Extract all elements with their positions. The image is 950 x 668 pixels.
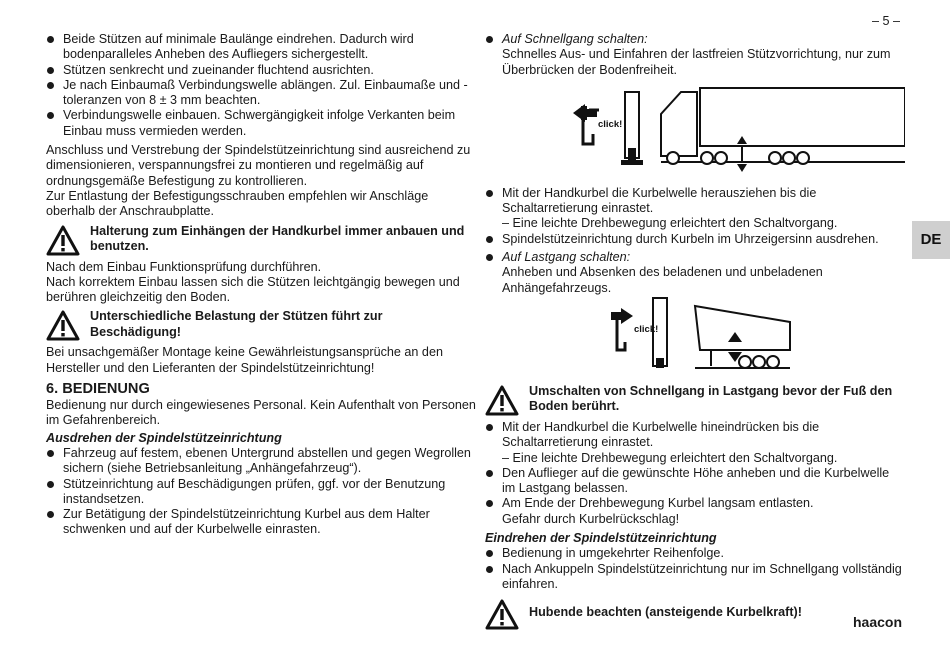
list-item: Je nach Einbaumaß Verbindungswelle ablängen. Zul. Einbaumaße und -toleranzen von 8 ± 3 mm beachten. [46,78,476,109]
trailer-support-diagram [485,296,905,376]
list-item: Verbindungswelle einbauen. Schwergängigkeit infolge Verkanten beim Einbau muss vermieden werden. [46,108,476,139]
paragraph: Bedienung nur durch eingewiesenes Personal. Kein Aufenthalt von Personen im Gefahrenbereich. [46,398,476,428]
paragraph: Nach dem Einbau Funktionsprüfung durchführen. [46,259,322,274]
warning-text: Unterschiedliche Belastung der Stützen führt zur Beschädigung! [90,309,383,339]
warning-icon [485,599,519,630]
warning-note [485,598,905,632]
list-item: Stützeinrichtung auf Beschädigungen prüfen, ggf. vor der Benutzung instandsetzen. [46,477,476,508]
warning-icon [46,310,80,341]
list-subitem: Gefahr durch Kurbelrückschlag! [502,511,680,526]
list-item: Mit der Handkurbel die Kurbelwelle herausziehen bis die Schaltarretierung einrastet. [485,186,905,217]
list-item: Bedienung in umgekehrter Reihenfolge. [485,546,905,561]
section-heading: 6. BEDIENUNG [46,381,150,398]
list-item: Auf Schnellgang schalten: [485,32,905,47]
warning-note [46,309,476,343]
page-number: – 5 – [872,14,901,28]
list-item: Am Ende der Drehbewegung Kurbel langsam entlasten. [485,496,905,511]
left-column [46,32,476,538]
warning-icon [485,385,519,416]
paragraph: Anschluss und Verstrebung der Spindelstützeinrichtung sind ausreichend zu dimensionieren, verspannungsfrei zu montieren und regelmäßig auf ordnungsgemäße Befestigung zu kontrollieren. [46,143,471,188]
paragraph: Bei unsachgemäßer Montage keine Gewährleistungsansprüche an den Hersteller und den Lieferanten der Spindelstützeinrichtung! [46,345,443,375]
paragraph: Nach korrektem Einbau lassen sich die Stützen leichtgängig bewegen und berühren gleichzeitig den Boden. [46,274,460,305]
list-item: Spindelstützeinrichtung durch Kurbeln im Uhrzeigersinn ausdrehen. [485,232,905,247]
subheading: Ausdrehen der Spindelstützeinrichtung [46,430,282,445]
click-label: click! [598,118,623,130]
truck-support-diagram [485,82,905,174]
fast-gear-illustration [485,82,905,174]
list-item: Zur Betätigung der Spindelstützeinrichtung Kurbel aus dem Halter schwenken und auf der Kurbelwelle einrasten. [46,507,476,538]
list-subitem: – Eine leichte Drehbewegung erleichtert den Schaltvorgang. [502,450,838,465]
brand-logo: haacon [853,614,903,630]
right-column [485,32,905,634]
language-tab: DE [912,221,950,259]
list-item: Fahrzeug auf festem, ebenen Untergrund abstellen und gegen Wegrollen sichern (siehe Betriebsanleitung „Anhängefahrzeug“). [46,446,476,477]
warning-text: Umschalten von Schnellgang in Lastgang bevor der Fuß den Boden berührt. [529,383,893,414]
click-label: click! [634,323,659,335]
warning-text: Halterung zum Einhängen der Handkurbel immer anbauen und benutzen. [90,223,465,253]
load-gear-illustration [485,296,905,376]
list-item: Mit der Handkurbel die Kurbelwelle hineindrücken bis die Schaltarretierung einrastet. [485,420,905,451]
paragraph: Anheben und Absenken des beladenen und unbeladenen Anhängefahrzeugs. [502,265,823,295]
warning-text: Hubende beachten (ansteigende Kurbelkraft)! [529,605,802,620]
paragraph: Schnelles Aus- und Einfahren der lastfreien Stützvorrichtung, nur zum Überbrücken der Bodenfreiheit. [502,47,891,77]
list-item: Nach Ankuppeln Spindelstützeinrichtung nur im Schnellgang vollständig einfahren. [485,562,905,593]
warning-note [485,384,905,418]
list-item: Stützen senkrecht und zueinander fluchtend ausrichten. [46,63,476,78]
list-item: Auf Lastgang schalten: [485,250,905,265]
warning-icon [46,225,80,256]
list-subitem: – Eine leichte Drehbewegung erleichtert den Schaltvorgang. [502,216,838,231]
warning-note [46,224,476,258]
list-item: Beide Stützen auf minimale Baulänge eindrehen. Dadurch wird bodenparalleles Anheben des Aufliegers sichergestellt. [46,32,476,63]
subheading: Eindrehen der Spindelstützeinrichtung [485,531,717,546]
list-item: Den Auflieger auf die gewünschte Höhe anheben und die Kurbelwelle im Lastgang belassen. [485,466,905,497]
paragraph: Zur Entlastung der Befestigungsschrauben empfehlen wir Anschläge oberhalb der Anschraubplatte. [46,188,429,219]
